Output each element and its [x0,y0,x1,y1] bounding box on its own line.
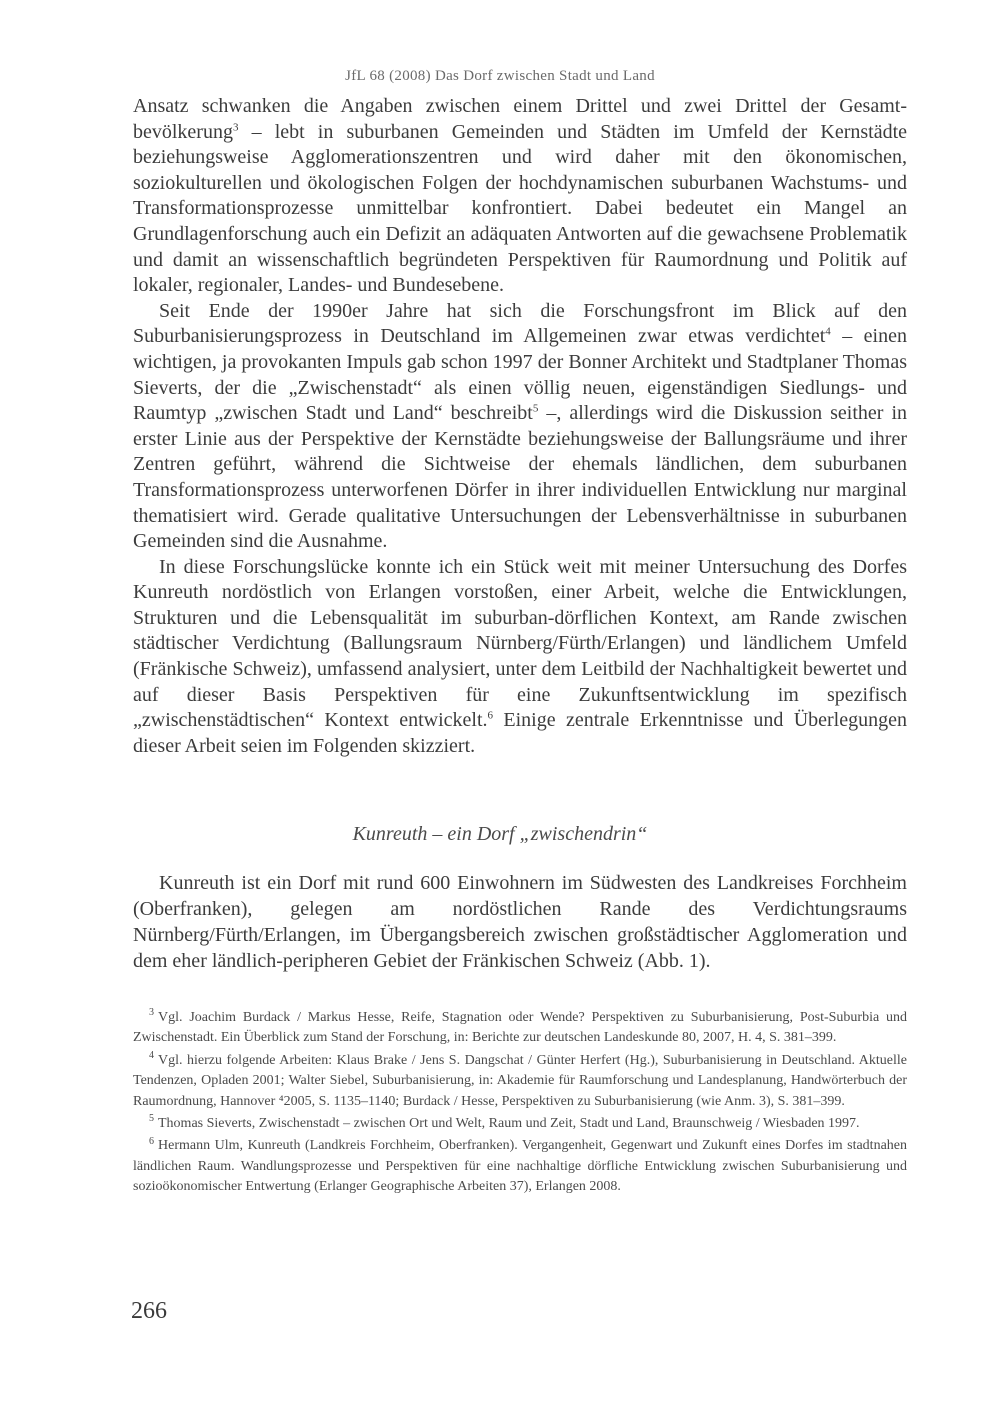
paragraph-2 [133,299,907,555]
paragraph-2-text-b: – einen wichtigen, ja provokanten Impuls gab schon 1997 der Bonner Architekt und Stadtplaner Thomas Sieverts, der die „Zwischenstadt“ als einen völlig neuen, eigenständigen Siedlungs- und Raumtyp „zwischen Stadt und Land“ beschreibt [133,325,907,425]
footnotes [133,1008,907,1200]
footnote-number: 6 [149,1135,154,1147]
footnote-ref-6[interactable]: 6 [487,709,494,722]
paragraph-3 [133,555,907,760]
footnote-5 [133,1114,907,1134]
footnote-number: 5 [149,1113,154,1125]
paragraph-2-text-c: –, allerdings wird die Diskussion seither in erster Linie aus der Perspektive der Kernstädte beziehungsweise der Ballungsräume und ihrer Zentren geführt, während die Sichtweise der ehemals ländlichen, dem suburbanen Transformationsprozess unterworfenen Dörfer in ihrer individuellen Entwicklung nur marginal thematisiert wird. Gerade qualitative Untersuchungen der Lebensverhältnisse in suburbanen Gemeinden sind die Ausnahme. [133,402,907,553]
footnote-3 [133,1008,907,1049]
footnote-ref-5[interactable]: 5 [532,402,539,415]
paragraph-3-text-a: In diese Forschungslücke konnte ich ein Stück weit mit meiner Untersuchung des Dorfes Kunreuth nordöstlich von Erlangen vorstoßen, einer Arbeit, welche die Entwicklungen, Strukturen und die Lebensqualität im suburban-dörflichen Kontext, am Rande zwischen städtischer Verdichtung (Ballungsraum Nürnberg/Fürth/Erlangen) und ländlichem Umfeld (Fränkische Schweiz), umfassend analysiert, unter dem Leitbild der Nachhaltigkeit bewertet und auf dieser Basis Perspektiven für eine Zukunftsentwicklung im spezifisch „zwischenstädtischen“ Kontext entwickelt. [133,555,907,732]
body-text [133,94,907,759]
running-header: JfL 68 (2008) Das Dorf zwischen Stadt und Land [345,68,655,84]
paragraph-3-text-b: Einige zentrale Erkenntnisse und Überlegungen dieser Arbeit seien im Folgenden skizziert. [133,709,907,757]
section-body [133,870,907,974]
footnote-text: Vgl. Joachim Burdack / Markus Hesse, Reife, Stagnation oder Wende? Perspektiven zu Suburbanisierung, Post-Suburbia und Zwischenstadt. Ein Überblick zum Stand der Forschung, in: Berichte zur deutschen Landeskunde 80, 2007, H. 4, S. 381–399. [133,1010,907,1046]
footnote-6 [133,1136,907,1197]
page-number: 266 [131,1298,167,1324]
footnote-text: Hermann Ulm, Kunreuth (Landkreis Forchheim, Oberfranken). Vergangenheit, Gegenwart und Zukunft eines Dorfes im stadtnahen ländlichen Raum. Wandlungsprozesse und Perspektiven für eine nachhaltige dörfliche Entwicklung zwischen Suburbanisierung und sozioökonomischer Entwertung (Erlanger Geographische Arbeiten 37), Erlangen 2008. [133,1138,907,1195]
section-paragraph: Kunreuth ist ein Dorf mit rund 600 Einwohnern im Südwesten des Landkreises Forchheim (Oberfranken), gelegen am nordöstlichen Rande des Verdichtungsraums Nürnberg/Fürth/Erlangen, im Übergangsbereich zwischen großstädtischer Agglomeration und dem eher ländlich-peripheren Gebiet der Fränkischen Schweiz (Abb. 1). [133,872,907,972]
paragraph-1-text-b: – lebt in suburbanen Gemeinden und Städten im Umfeld der Kernstädte beziehungsweise Agglomerationszentren und wird daher mit den ökonomischen, soziokulturellen und ökologischen Folgen der hochdynamischen suburbanen Wachstums- und Transformationsprozesse unmittelbar konfrontiert. Dabei bedeutet ein Mangel an Grundlagenforschung auch ein Defizit an adäquaten Antworten auf die gewachsene Problematik und damit an wissenschaftlich begründeten Perspektiven für Raumordnung und Politik auf lokaler, regionaler, Landes- und Bundesebene. [133,120,907,297]
paragraph-1 [133,94,907,299]
footnote-ref-4[interactable]: 4 [825,325,831,338]
paragraph-2-text-a: Seit Ende der 1990er Jahre hat sich die Forschungsfront im Blick auf den Suburbanisierungsprozess in Deutschland im Allgemeinen zwar etwas verdichtet [133,299,907,348]
footnote-ref-3[interactable]: 3 [232,120,239,133]
footnote-text: Thomas Sieverts, Zwischenstadt – zwischen Ort und Welt, Raum und Zeit, Stadt und Land, Braunschweig / Wiesbaden 1997. [158,1116,860,1132]
paragraph-1-text-a: Ansatz schwanken die Angaben zwischen einem Drittel und zwei Drittel der Gesamt-bevölkerung [133,95,907,143]
footnote-number: 3 [149,1007,154,1019]
section-heading: Kunreuth – ein Dorf „zwischendrin“ [352,823,648,845]
footnote-text: Vgl. hierzu folgende Arbeiten: Klaus Brake / Jens S. Dangschat / Günter Herfert (Hg.), Suburbanisierung in Deutschland. Aktuelle Tendenzen, Opladen 2001; Walter Siebel, Suburbanisierung, in: Akademie für Raumforschung und Landesplanung, Handwörterbuch der Raumordnung, Hannover ⁴2005, S. 1135–1140; Burdack / Hesse, Perspektiven zu Suburbanisierung (wie Anm. 3), S. 381–399. [133,1052,907,1109]
footnote-4 [133,1051,907,1112]
footnote-number: 4 [149,1050,154,1062]
